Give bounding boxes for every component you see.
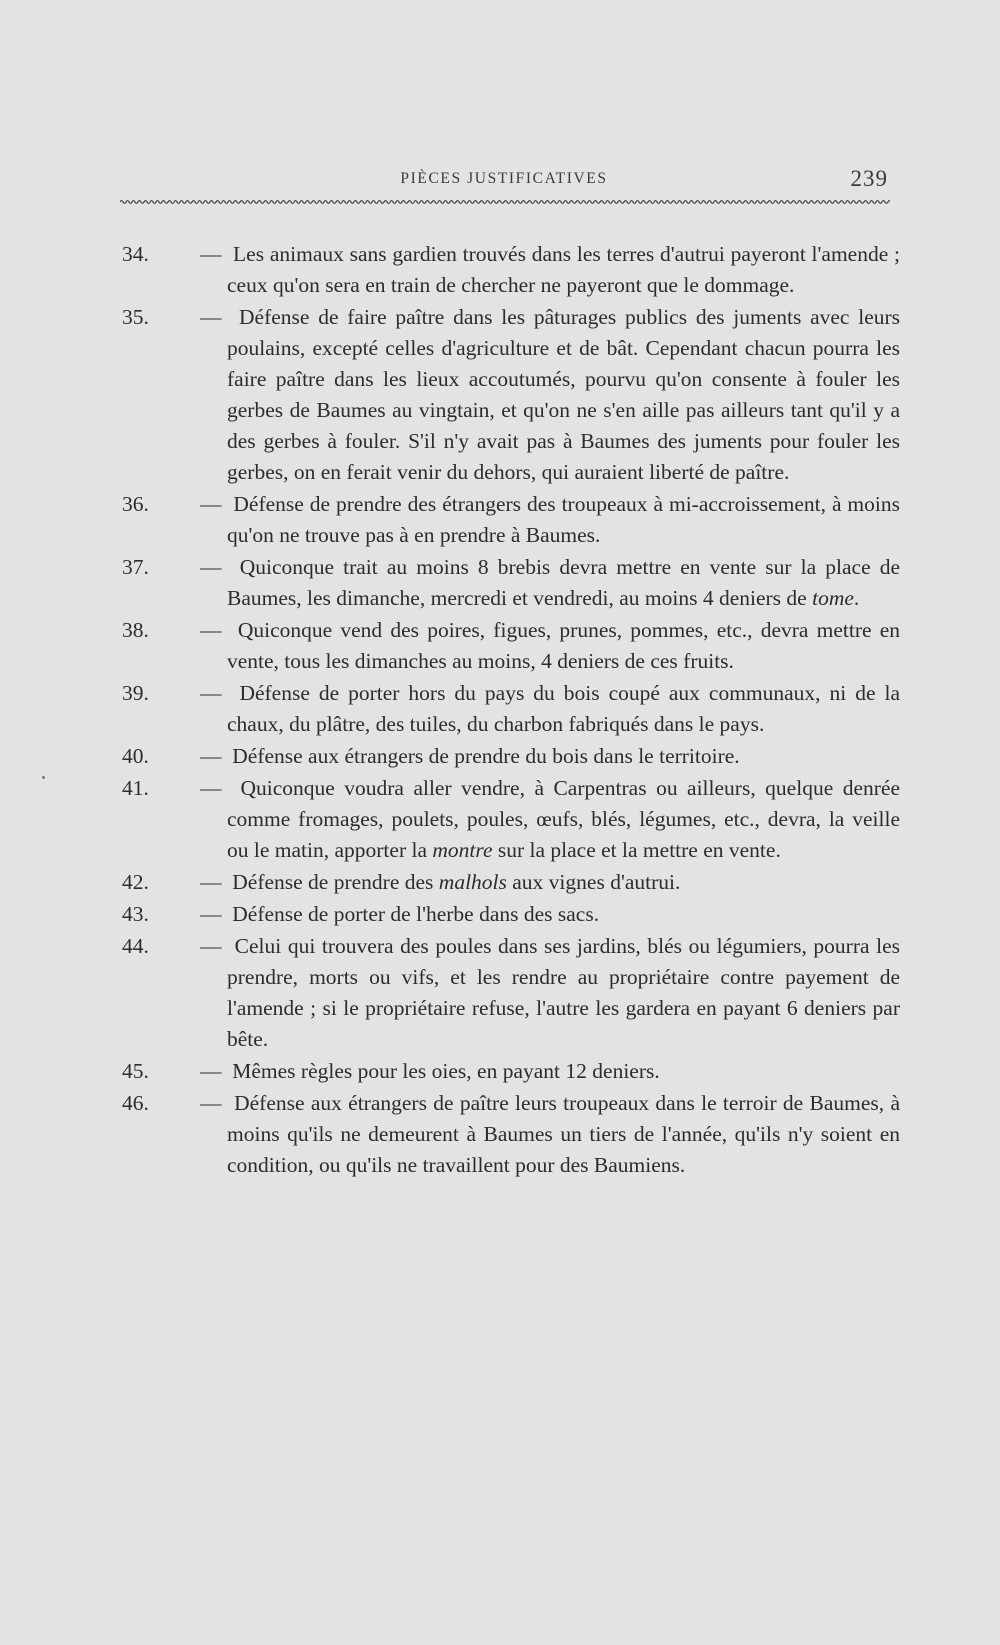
article-dash: — <box>200 305 222 329</box>
article-list <box>122 239 900 1182</box>
article-body: Celui qui trouvera des poules dans ses jardins, blés ou légumiers, pourra les prendre, morts ou vifs, et les rendre au propriétaire contre payement de l'amende ; si le propriétaire refuse, l'autre les gardera en payant 6 deniers par bête. <box>227 934 900 1051</box>
article-entry <box>122 867 900 898</box>
italic-term: tome <box>812 586 854 610</box>
article-number: 43. <box>122 902 149 926</box>
article-body-end: aux vignes d'autrui. <box>506 870 681 894</box>
article-dash: — <box>200 934 222 958</box>
article-entry <box>122 239 900 301</box>
article-number: 36. <box>122 492 149 516</box>
article-dash: — <box>200 1091 222 1115</box>
article-text <box>200 615 900 677</box>
article-text <box>200 931 900 1055</box>
article-text <box>200 899 900 930</box>
article-dash: — <box>200 492 222 516</box>
article-text <box>200 678 900 740</box>
article-dash: — <box>200 776 222 800</box>
article-body: Mêmes règles pour les oies, en payant 12 deniers. <box>232 1059 660 1083</box>
article-number: 40. <box>122 744 149 768</box>
article-dash: — <box>200 555 222 579</box>
article-text <box>200 552 900 614</box>
italic-term: malhols <box>438 870 507 894</box>
article-body-end: . <box>853 586 860 610</box>
article-text <box>200 1088 900 1181</box>
article-text <box>200 302 900 488</box>
article-body: Défense de prendre des étrangers des troupeaux à mi-accroissement, à moins qu'on ne trouve pas à en prendre à Baumes. <box>227 492 900 547</box>
article-body: Défense aux étrangers de paître leurs troupeaux dans le terroir de Baumes, à moins qu'ils ne demeurent à Baumes un tiers de l'année, qu'ils n'y soient en condition, ou qu'ils ne travaillent pour des Baumiens. <box>227 1091 900 1177</box>
article-body: Défense de faire paître dans les pâturages publics des juments avec leurs poulains, excepté celles d'agriculture et de bât. Cependant chacun pourra les faire paître dans les lieux accoutumés, pourvu qu'on consente à fouler les gerbes de Baumes au vingtain, et qu'on ne s'en aille pas ailleurs tant qu'il y a des gerbes à fouler. S'il n'y avait pas à Baumes des juments pour fouler les gerbes, on en ferait venir du dehors, qui auraient liberté de paître. <box>227 305 901 484</box>
article-entry <box>122 552 900 614</box>
article-number: 45. <box>122 1059 149 1083</box>
article-body: Quiconque vend des poires, figues, prunes, pommes, etc., devra mettre en vente, tous les dimanches au moins, 4 deniers de ces fruits. <box>227 618 901 673</box>
article-dash: — <box>200 618 222 642</box>
article-entry <box>122 1056 900 1087</box>
article-entry <box>122 1088 900 1181</box>
article-body: Défense de porter de l'herbe dans des sacs. <box>232 902 600 926</box>
article-entry <box>122 489 900 551</box>
article-text <box>200 741 900 772</box>
article-number: 38. <box>122 618 149 642</box>
article-number: 46. <box>122 1091 149 1115</box>
article-body-end: sur la place et la mettre en vente. <box>492 838 781 862</box>
article-entry <box>122 773 900 866</box>
article-dash: — <box>200 744 222 768</box>
article-number: 34. <box>122 242 149 266</box>
article-text <box>200 489 900 551</box>
article-dash: — <box>200 681 222 705</box>
article-body: Les animaux sans gardien trouvés dans les terres d'autrui payeront l'amende ; ceux qu'on sera en train de chercher ne payeront que le dommage. <box>227 242 900 297</box>
running-title: PIÈCES JUSTIFICATIVES <box>400 170 608 187</box>
article-dash: — <box>200 1059 222 1083</box>
article-dash: — <box>200 870 222 894</box>
article-number: 42. <box>122 870 149 894</box>
article-entry <box>122 615 900 677</box>
page-number: 239 <box>850 166 888 191</box>
article-dash: — <box>200 902 222 926</box>
article-body: Défense de prendre des <box>232 870 439 894</box>
article-number: 41. <box>122 776 149 800</box>
article-text <box>200 867 900 898</box>
article-entry <box>122 678 900 740</box>
article-body: Quiconque trait au moins 8 brebis devra mettre en vente sur la place de Baumes, les dimanche, mercredi et vendredi, au moins 4 deniers de <box>227 555 901 610</box>
article-entry <box>122 931 900 1055</box>
paper-speck <box>42 776 45 779</box>
article-text <box>200 1056 900 1087</box>
article-entry <box>122 741 900 772</box>
article-number: 35. <box>122 305 149 329</box>
article-number: 39. <box>122 681 149 705</box>
article-body: Défense aux étrangers de prendre du bois dans le territoire. <box>232 744 740 768</box>
wavy-rule <box>120 198 890 206</box>
article-body: Quiconque voudra aller vendre, à Carpentras ou ailleurs, quelque denrée comme fromages, poulets, poules, œufs, blés, légumes, etc., devra, la veille ou le matin, apporter la <box>227 776 900 862</box>
article-body: Défense de porter hors du pays du bois coupé aux communaux, ni de la chaux, du plâtre, des tuiles, du charbon fabriqués dans le pays. <box>227 681 901 736</box>
page-header <box>120 166 888 196</box>
article-entry <box>122 302 900 488</box>
italic-term: montre <box>432 838 493 862</box>
article-entry <box>122 899 900 930</box>
article-text <box>200 773 900 866</box>
article-number: 44. <box>122 934 149 958</box>
article-text <box>200 239 900 301</box>
article-number: 37. <box>122 555 149 579</box>
article-dash: — <box>200 242 222 266</box>
